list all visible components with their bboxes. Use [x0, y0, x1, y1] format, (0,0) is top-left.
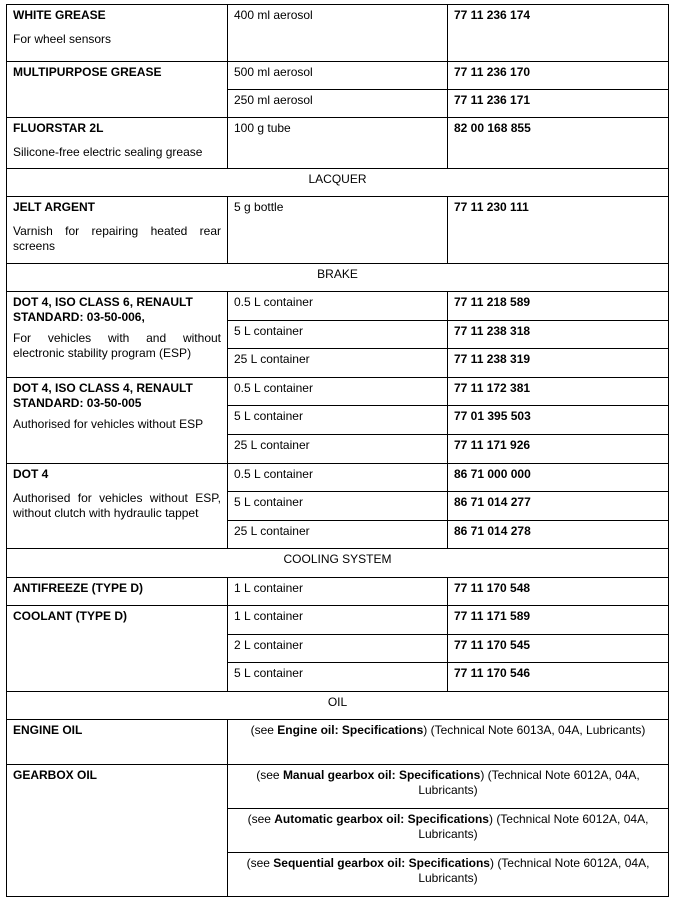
part-number-cell: 77 11 236 171: [448, 90, 669, 118]
product-cell: [7, 578, 228, 606]
product-name: COOLANT (TYPE D): [13, 609, 127, 623]
product-name: FLUORSTAR 2L: [13, 121, 104, 135]
product-cell: [7, 720, 228, 765]
note-link-text: Manual gearbox oil: Specifications: [282, 768, 481, 782]
note-text: ) (Technical Note 6012A, 04A, Lubricants): [418, 812, 649, 841]
part-number-cell: 77 11 236 174: [448, 5, 669, 62]
lubricants-table: [6, 4, 669, 897]
part-number-cell: 77 11 238 318: [448, 321, 669, 349]
product-cell: [7, 765, 228, 897]
product-name: DOT 4, ISO CLASS 4, RENAULT STANDARD: 03-50-005: [13, 381, 193, 410]
product-description: Authorised for vehicles without ESP: [13, 417, 204, 431]
packaging-cell: 1 L container: [228, 578, 448, 606]
table-row: [7, 62, 669, 90]
note-text: ) (Technical Note 6012A, 04A, Lubricants): [418, 856, 650, 885]
section-row: [7, 549, 669, 578]
packaging-cell: 400 ml aerosol: [228, 5, 448, 62]
product-description: For wheel sensors: [13, 32, 112, 46]
packaging-cell: 25 L container: [228, 349, 448, 378]
packaging-cell: 100 g tube: [228, 118, 448, 169]
table-row: [7, 765, 669, 809]
table-row: [7, 606, 669, 635]
product-name: ANTIFREEZE (TYPE D): [13, 581, 144, 595]
part-number-cell: 77 11 170 545: [448, 635, 669, 663]
product-cell: [7, 606, 228, 692]
table-row: [7, 118, 669, 169]
part-number-cell: 86 71 014 278: [448, 521, 669, 549]
note-text: (see: [256, 768, 283, 782]
reference-note: [228, 720, 669, 765]
table-row: [7, 578, 669, 606]
product-name: DOT 4: [13, 467, 49, 481]
product-name: GEARBOX OIL: [13, 768, 98, 782]
product-name: WHITE GREASE: [13, 8, 106, 22]
product-description: Authorised for vehicles without ESP, without clutch with hydraulic tappet: [13, 491, 221, 520]
product-cell: [7, 292, 228, 378]
product-name: MULTIPURPOSE GREASE: [13, 65, 162, 79]
product-cell: [7, 118, 228, 169]
reference-note: [228, 765, 669, 809]
product-cell: [7, 197, 228, 264]
table-row: [7, 378, 669, 406]
packaging-cell: 25 L container: [228, 435, 448, 464]
product-name: ENGINE OIL: [13, 723, 83, 737]
table-row: [7, 720, 669, 765]
packaging-cell: 5 g bottle: [228, 197, 448, 264]
product-description: For vehicles with and without electronic stability program (ESP): [13, 331, 221, 360]
section-row: [7, 692, 669, 720]
packaging-cell: 5 L container: [228, 663, 448, 692]
packaging-cell: 1 L container: [228, 606, 448, 635]
section-row: [7, 169, 669, 197]
section-heading-brake: BRAKE: [7, 264, 669, 292]
product-name: JELT ARGENT: [13, 200, 96, 214]
note-text: ) (Technical Note 6012A, 04A, Lubricants): [418, 768, 640, 797]
packaging-cell: 0.5 L container: [228, 464, 448, 492]
product-cell: [7, 464, 228, 549]
note-link-text: Sequential gearbox oil: Specifications: [273, 856, 490, 870]
product-cell: [7, 378, 228, 464]
note-text: (see: [247, 812, 275, 826]
section-heading-cooling-system: COOLING SYSTEM: [7, 549, 669, 578]
note-text: (see: [250, 723, 278, 737]
packaging-cell: 0.5 L container: [228, 292, 448, 321]
packaging-cell: 2 L container: [228, 635, 448, 663]
part-number-cell: 77 11 170 548: [448, 578, 669, 606]
part-number-cell: 86 71 000 000: [448, 464, 669, 492]
section-row: [7, 264, 669, 292]
note-text: ) (Technical Note 6013A, 04A, Lubricants): [423, 723, 646, 737]
table-row: [7, 464, 669, 492]
packaging-cell: 25 L container: [228, 521, 448, 549]
product-description: Varnish for repairing heated rear screens: [13, 224, 221, 253]
product-cell: [7, 5, 228, 62]
table-row: [7, 292, 669, 321]
table-row: [7, 5, 669, 62]
part-number-cell: 77 11 172 381: [448, 378, 669, 406]
product-description: Silicone-free electric sealing grease: [13, 145, 203, 159]
packaging-cell: 5 L container: [228, 492, 448, 521]
part-number-cell: 82 00 168 855: [448, 118, 669, 169]
packaging-cell: 5 L container: [228, 406, 448, 435]
part-number-cell: 77 11 170 546: [448, 663, 669, 692]
part-number-cell: 86 71 014 277: [448, 492, 669, 521]
section-heading-oil: OIL: [7, 692, 669, 720]
part-number-cell: 77 01 395 503: [448, 406, 669, 435]
reference-note: [228, 809, 669, 853]
product-cell: [7, 62, 228, 118]
part-number-cell: 77 11 236 170: [448, 62, 669, 90]
packaging-cell: 0.5 L container: [228, 378, 448, 406]
part-number-cell: 77 11 230 111: [448, 197, 669, 264]
packaging-cell: 5 L container: [228, 321, 448, 349]
note-text: (see: [246, 856, 274, 870]
note-link-text: Automatic gearbox oil: Specifications: [274, 812, 489, 826]
part-number-cell: 77 11 238 319: [448, 349, 669, 378]
part-number-cell: 77 11 171 926: [448, 435, 669, 464]
note-link-text: Engine oil: Specifications: [277, 723, 424, 737]
part-number-cell: 77 11 218 589: [448, 292, 669, 321]
packaging-cell: 250 ml aerosol: [228, 90, 448, 118]
section-heading-lacquer: LACQUER: [7, 169, 669, 197]
reference-note: [228, 853, 669, 897]
table-row: [7, 197, 669, 264]
packaging-cell: 500 ml aerosol: [228, 62, 448, 90]
product-name: DOT 4, ISO CLASS 6, RENAULT STANDARD: 03-50-006,: [13, 295, 193, 324]
part-number-cell: 77 11 171 589: [448, 606, 669, 635]
